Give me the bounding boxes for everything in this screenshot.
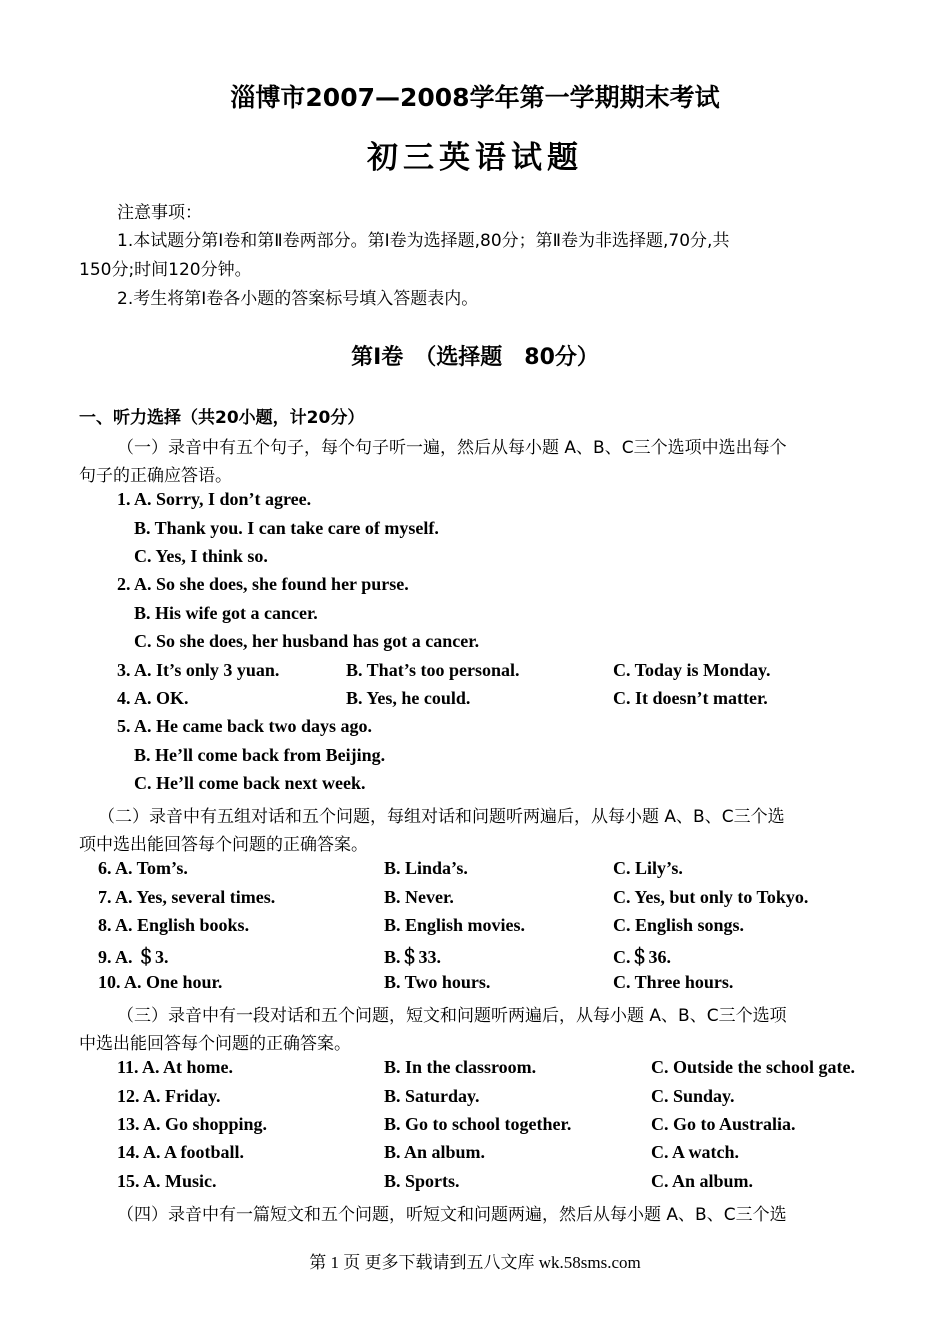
q12-option-b: B. Saturday. bbox=[384, 1086, 480, 1106]
sub2-line2: 项中选出能回答每个问题的正确答案。 bbox=[79, 835, 368, 855]
q4-option-a: 4. A. OK. bbox=[117, 688, 189, 708]
q15-option-c: C. An album. bbox=[651, 1171, 754, 1191]
q7-option-a: 7. A. Yes, several times. bbox=[98, 887, 276, 907]
q14-option-a: 14. A. A football. bbox=[117, 1142, 245, 1162]
q11-option-b: B. In the classroom. bbox=[384, 1057, 537, 1077]
page-footer: 第 1 页 更多下载请到五八文库 wk.58sms.com bbox=[309, 1253, 641, 1272]
sub2-line1: （二）录音中有五组对话和五个问题，每组对话和问题听两遍后，从每小题 A、B、C三个选 bbox=[98, 807, 785, 827]
section-title: 第Ⅰ卷 （选择题 80分） bbox=[351, 345, 599, 370]
q1-option-a: 1. A. Sorry, I don’t agree. bbox=[117, 489, 312, 509]
sub1-line2: 句子的正确应答语。 bbox=[79, 466, 232, 486]
q15-option-b: B. Sports. bbox=[384, 1171, 460, 1191]
q14-option-c: C. A watch. bbox=[651, 1142, 740, 1162]
q12-option-a: 12. A. Friday. bbox=[117, 1086, 221, 1106]
sub1-line1: （一）录音中有五个句子，每个句子听一遍，然后从每小题 A、B、C三个选项中选出每个 bbox=[117, 438, 787, 458]
q2-option-a: 2. A. So she does, she found her purse. bbox=[117, 574, 409, 594]
q12-option-c: C. Sunday. bbox=[651, 1086, 735, 1106]
q8-option-b: B. English movies. bbox=[384, 915, 526, 935]
notes-item2: 2.考生将第Ⅰ卷各小题的答案标号填入答题表内。 bbox=[117, 289, 479, 309]
q9-option-b: B.＄33. bbox=[384, 947, 442, 967]
q1-option-b: B. Thank you. I can take care of myself. bbox=[134, 518, 439, 538]
q5-option-a: 5. A. He came back two days ago. bbox=[117, 716, 372, 736]
q13-option-c: C. Go to Australia. bbox=[651, 1114, 796, 1134]
q8-option-a: 8. A. English books. bbox=[98, 915, 250, 935]
q9-option-a: 9. A. ＄3. bbox=[98, 947, 169, 967]
q14-option-b: B. An album. bbox=[384, 1142, 486, 1162]
q1-option-c: C. Yes, I think so. bbox=[134, 546, 268, 566]
sub3-line2: 中选出能回答每个问题的正确答案。 bbox=[79, 1034, 351, 1054]
q9-option-c: C.＄36. bbox=[613, 947, 671, 967]
q7-option-c: C. Yes, but only to Tokyo. bbox=[613, 887, 809, 907]
exam-title: 淄博市2007—2008学年第一学期期末考试 bbox=[230, 83, 720, 112]
q11-option-a: 11. A. At home. bbox=[117, 1057, 234, 1077]
q8-option-c: C. English songs. bbox=[613, 915, 745, 935]
exam-subtitle: 初三英语试题 bbox=[367, 140, 583, 176]
q4-option-b: B. Yes, he could. bbox=[346, 688, 471, 708]
q5-option-c: C. He’ll come back next week. bbox=[134, 773, 366, 793]
notes-heading: 注意事项： bbox=[117, 203, 202, 223]
q13-option-b: B. Go to school together. bbox=[384, 1114, 572, 1134]
notes-item1-line1: 1.本试题分第Ⅰ卷和第Ⅱ卷两部分。第Ⅰ卷为选择题,80分；第Ⅱ卷为非选择题,70分,共 bbox=[117, 231, 730, 251]
q6-option-b: B. Linda’s. bbox=[384, 858, 468, 878]
q13-option-a: 13. A. Go shopping. bbox=[117, 1114, 268, 1134]
q3-option-a: 3. A. It’s only 3 yuan. bbox=[117, 660, 280, 680]
q10-option-a: 10. A. One hour. bbox=[98, 972, 223, 992]
notes-item1-line2: 150分;时间120分钟。 bbox=[79, 260, 252, 280]
sub3-line1: （三）录音中有一段对话和五个问题，短文和问题听两遍后，从每小题 A、B、C三个选项 bbox=[117, 1006, 787, 1026]
q2-option-b: B. His wife got a cancer. bbox=[134, 603, 318, 623]
q11-option-c: C. Outside the school gate. bbox=[651, 1057, 855, 1077]
q6-option-c: C. Lily’s. bbox=[613, 858, 683, 878]
q6-option-a: 6. A. Tom’s. bbox=[98, 858, 188, 878]
q4-option-c: C. It doesn’t matter. bbox=[613, 688, 768, 708]
q2-option-c: C. So she does, her husband has got a cancer. bbox=[134, 631, 480, 651]
q7-option-b: B. Never. bbox=[384, 887, 454, 907]
q3-option-b: B. That’s too personal. bbox=[346, 660, 520, 680]
part1-heading: 一、听力选择（共20小题，计20分） bbox=[79, 408, 365, 428]
q10-option-c: C. Three hours. bbox=[613, 972, 734, 992]
sub4-line1: （四）录音中有一篇短文和五个问题，听短文和问题两遍，然后从每小题 A、B、C三个选 bbox=[117, 1205, 787, 1225]
q5-option-b: B. He’ll come back from Beijing. bbox=[134, 745, 386, 765]
q3-option-c: C. Today is Monday. bbox=[613, 660, 771, 680]
q10-option-b: B. Two hours. bbox=[384, 972, 491, 992]
q15-option-a: 15. A. Music. bbox=[117, 1171, 217, 1191]
